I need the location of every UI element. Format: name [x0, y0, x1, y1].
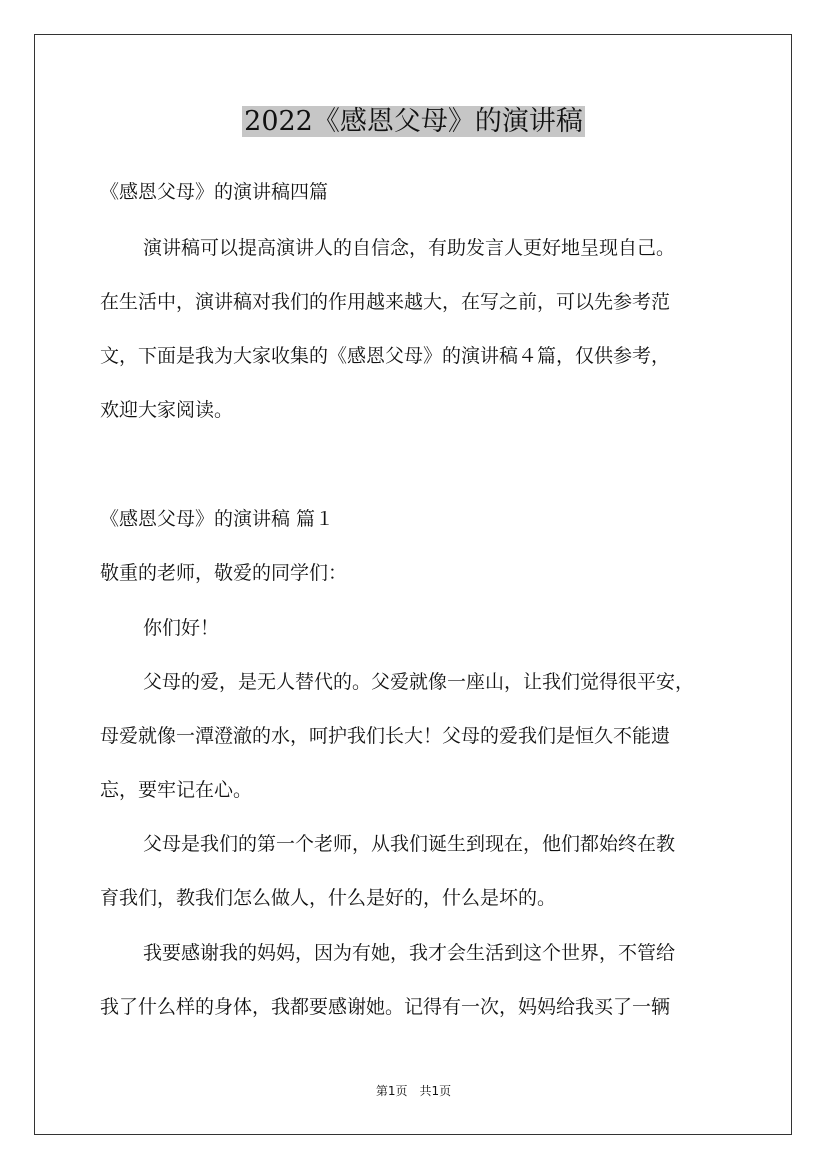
paragraph1-line-2: 母爱就像一潭澄澈的水，呵护我们长大！父母的爱我们是恒久不能遗 [100, 725, 671, 747]
paragraph3-line-2: 我了什么样的身体，我都要感谢她。记得有一次，妈妈给我买了一辆 [100, 996, 671, 1018]
document-title-text: 2022《感恩父母》的演讲稿 [244, 106, 583, 137]
intro-line-3: 文，下面是我为大家收集的《感恩父母》的演讲稿４篇，仅供参考， [100, 345, 671, 367]
paragraph2-line-1: 父母是我们的第一个老师，从我们诞生到现在，他们都始终在教 [143, 833, 676, 855]
paragraph1-line-1: 父母的爱，是无人替代的。父爱就像一座山，让我们觉得很平安， [143, 671, 695, 693]
page-number-footer: 第1页 共1页 [375, 1084, 452, 1098]
paragraph1-line-3: 忘，要牢记在心。 [100, 779, 253, 801]
document-title [0, 100, 827, 144]
paragraph3-line-1: 我要感谢我的妈妈，因为有她，我才会生活到这个世界，不管给 [143, 942, 676, 964]
paragraph2-line-2: 育我们，教我们怎么做人，什么是好的，什么是坏的。 [100, 887, 557, 909]
intro-line-1: 演讲稿可以提高演讲人的自信念，有助发言人更好地呈现自己。 [143, 237, 676, 259]
intro-line-4: 欢迎大家阅读。 [100, 399, 234, 421]
document-subtitle: 《感恩父母》的演讲稿四篇 [100, 181, 329, 203]
greeting-line: 敬重的老师，敬爱的同学们： [100, 562, 348, 584]
hello-line: 你们好！ [143, 617, 220, 639]
intro-line-2: 在生活中，演讲稿对我们的作用越来越大，在写之前，可以先参考范 [100, 291, 671, 313]
section-heading: 《感恩父母》的演讲稿 篇１ [100, 508, 335, 530]
